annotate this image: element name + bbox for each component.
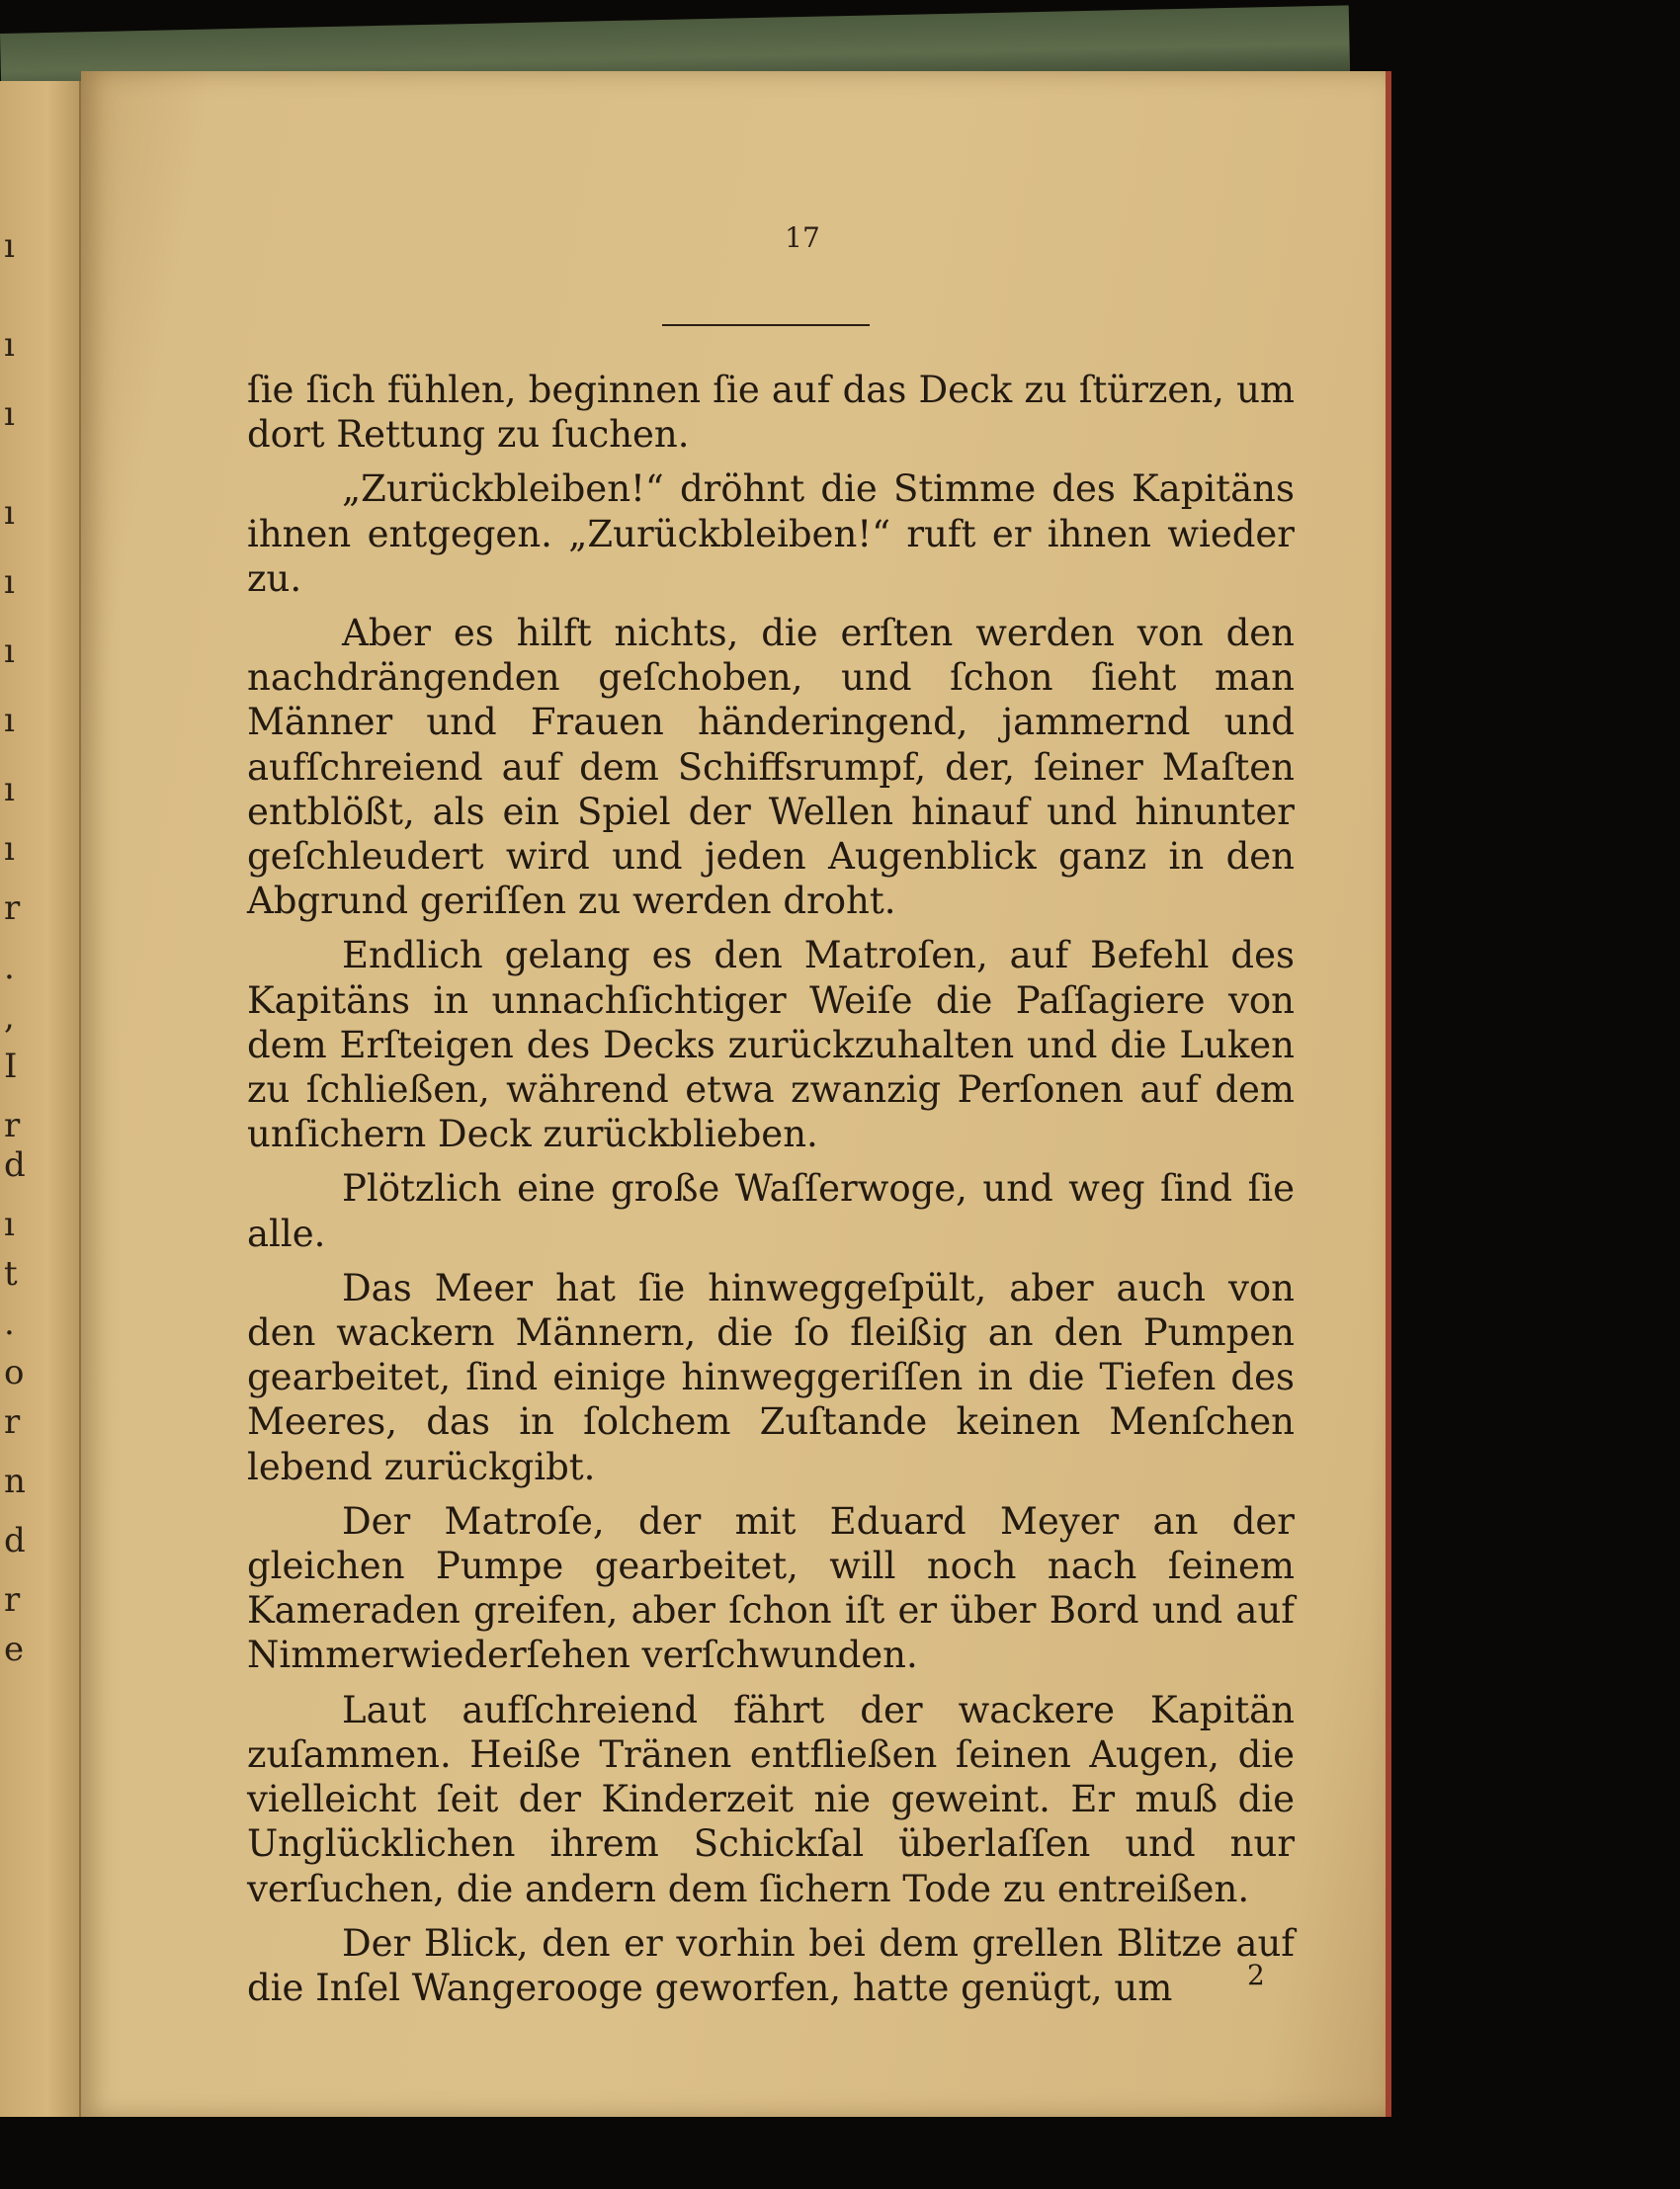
signature-mark: 2 <box>1247 1959 1265 1991</box>
left-page-fragment: ı <box>4 770 15 809</box>
paragraph: Aber es hilft nichts, die erſten werden von den nachdrängenden geſchoben, und ſchon ſieht man Männer und Frauen händeringend, jammernd und aufſchreiend auf dem Schiffsrumpf, der, ſeiner Maſten entblößt, als ein Spiel der Wellen hinauf und hinunter geſchleudert wird und jeden Augenblick ganz in den Abgrund geriſſen zu werden droht. <box>247 612 1295 923</box>
left-page-fragment: r <box>4 1106 21 1145</box>
left-page-fragment: , <box>4 997 15 1037</box>
paragraph: Der Blick, den er vorhin bei dem grellen Blitze auf die Inſel Wangerooge geworfen, hatte genügt, um <box>247 1921 1295 2009</box>
left-page-fragment: ı <box>4 493 15 533</box>
left-page-fragment: ı <box>4 701 15 740</box>
page-number: 17 <box>785 221 820 254</box>
paragraph: „Zurückbleiben!“ dröhnt die Stimme des Kapitäns ihnen entgegen. „Zurückbleiben!“ ruft er ihnen wieder zu. <box>247 467 1295 600</box>
left-page-fragment: ı <box>4 325 15 365</box>
left-page-fragment: d <box>4 1145 26 1185</box>
left-page-fragment: t <box>4 1254 18 1294</box>
paragraph: Plötzlich eine große Waſſerwoge, und weg ſind ſie alle. <box>247 1167 1295 1255</box>
header-rule <box>662 324 870 326</box>
left-page-fragment: . <box>4 948 15 987</box>
left-page-fragment: ı <box>4 562 15 602</box>
left-page-fragment: r <box>4 1580 21 1620</box>
left-page-fragment: r <box>4 1402 21 1442</box>
left-page-fragment: o <box>4 1353 25 1392</box>
paragraph: Laut aufſchreiend fährt der wackere Kapitän zuſammen. Heiße Tränen entfließen ſeinen Augen, die vielleicht ſeit der Kinderzeit nie geweint. Er muß die Unglücklichen ihrem Schickſal überlaſſen und nur verſuchen, die andern dem ſichern Tode zu entreißen. <box>247 1688 1295 1910</box>
book-page <box>81 71 1386 2117</box>
left-page-fragment: e <box>4 1630 25 1669</box>
paragraph: Der Matroſe, der mit Eduard Meyer an der gleichen Pumpe gearbeitet, will noch nach ſeinem Kameraden greifen, aber ſchon iſt er über Bord und auf Nimmerwiederſehen verſchwunden. <box>247 1499 1295 1677</box>
left-page-fragment: ı <box>4 829 15 869</box>
left-page-fragment: ı <box>4 226 15 266</box>
left-page-fragment: ı <box>4 1205 15 1244</box>
paragraph: Endlich gelang es den Matroſen, auf Befehl des Kapitäns in unnachſichtiger Weiſe die Paſſagiere von dem Erſteigen des Decks zurückzuhalten und die Luken zu ſchließen, während etwa zwanzig Perſonen auf dem unſichern Deck zurückblieben. <box>247 934 1295 1156</box>
left-page-fragment: ı <box>4 631 15 671</box>
left-page-fragment: r <box>4 888 21 928</box>
left-page-fragment: . <box>4 1304 15 1343</box>
left-page-fragment: d <box>4 1521 26 1560</box>
paragraph: ſie ſich fühlen, beginnen ſie auf das Deck zu ſtürzen, um dort Rettung zu ſuchen. <box>247 369 1295 457</box>
left-page-edge <box>0 81 82 2117</box>
left-page-fragment: ı <box>4 394 15 434</box>
page-body <box>247 368 1295 2020</box>
left-page-fragment: I <box>4 1047 18 1086</box>
paragraph: Das Meer hat ſie hinweggeſpült, aber auch von den wackern Männern, die ſo fleißig an den Pumpen gearbeitet, ſind einige hinweggeriſſen in die Tiefen des Meeres, das in ſolchem Zuſtande keinen Menſchen lebend zurückgibt. <box>247 1266 1295 1488</box>
left-page-fragment: n <box>4 1462 26 1501</box>
